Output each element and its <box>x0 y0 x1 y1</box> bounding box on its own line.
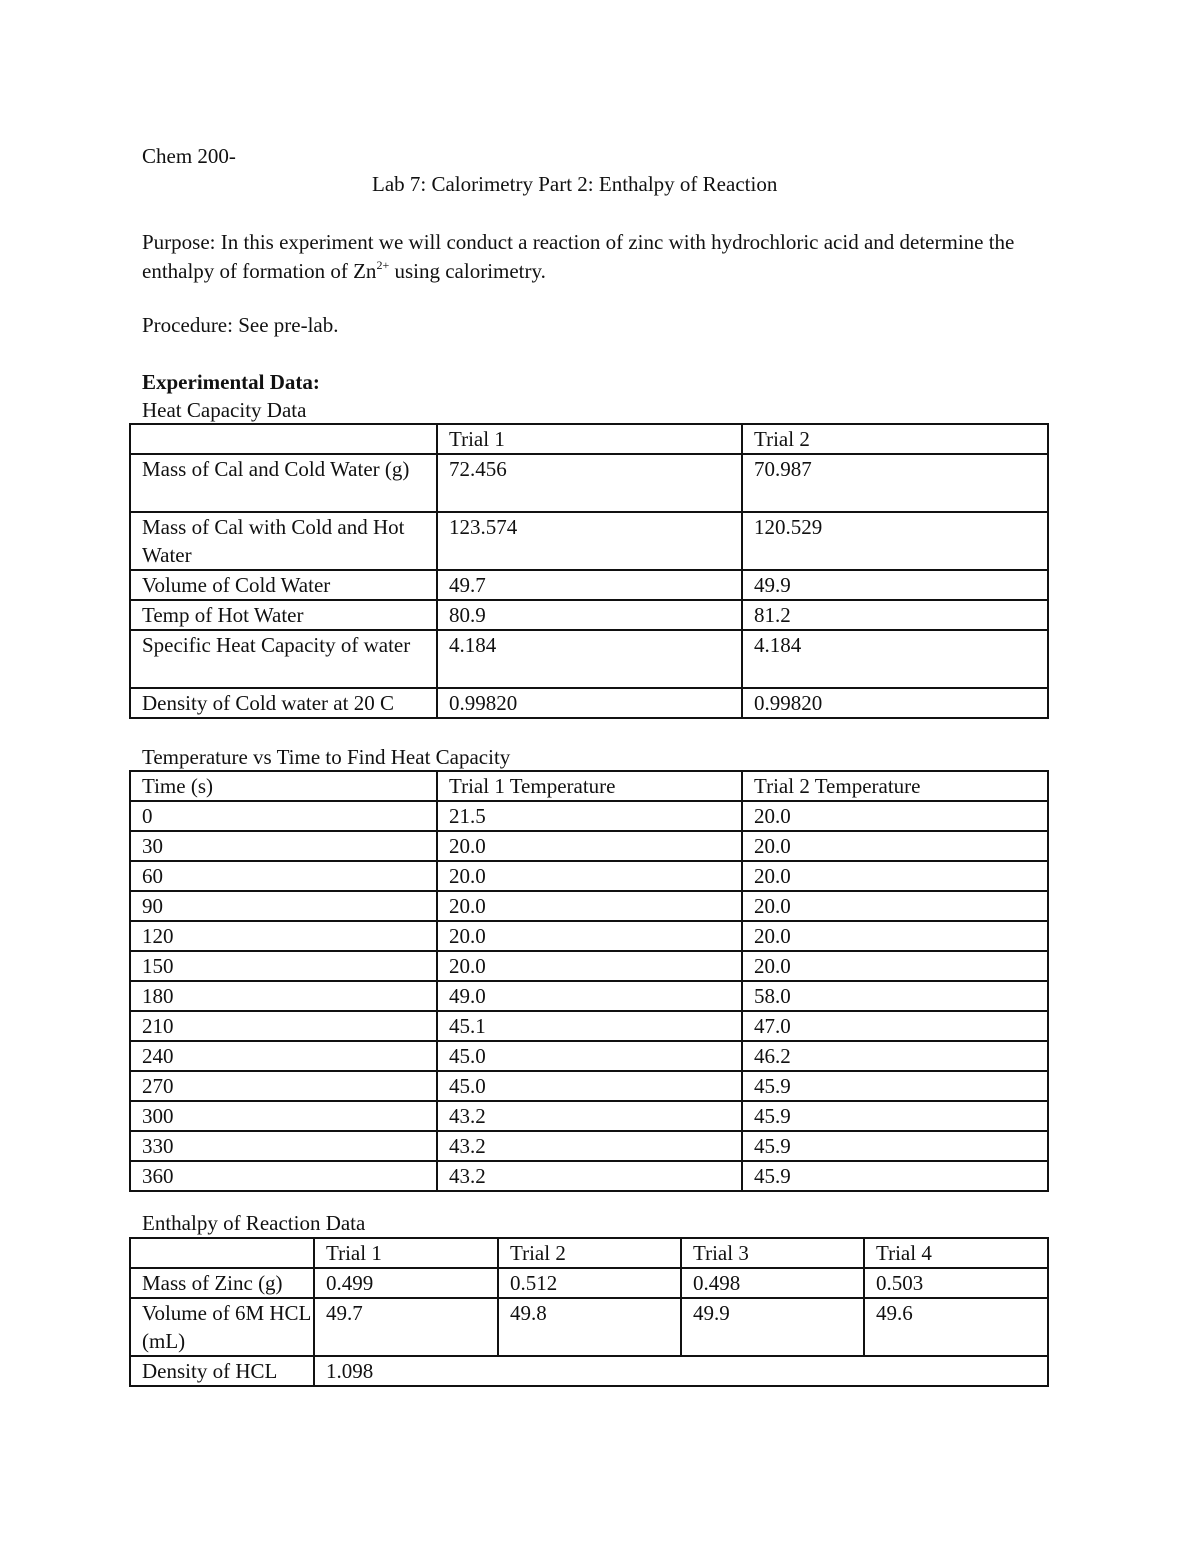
temperature-cell: 20.0 <box>742 921 1048 951</box>
table-cell: 0.498 <box>681 1268 864 1298</box>
table-row <box>130 891 1048 921</box>
table-row <box>130 1071 1048 1101</box>
purpose-text-end: using calorimetry. <box>389 259 546 283</box>
temperature-time-caption: Temperature vs Time to Find Heat Capacity <box>142 745 511 769</box>
header-cell: Trial 2 <box>742 424 1048 454</box>
time-cell: 270 <box>130 1071 437 1101</box>
temperature-cell: 20.0 <box>742 831 1048 861</box>
temperature-cell: 20.0 <box>437 861 742 891</box>
table-header-row <box>130 1238 1048 1268</box>
table-cell: 4.184 <box>437 630 742 688</box>
table-cell: 0.512 <box>498 1268 681 1298</box>
table-cell: 0.503 <box>864 1268 1048 1298</box>
temperature-cell: 46.2 <box>742 1041 1048 1071</box>
zinc-charge-superscript: 2+ <box>376 258 390 272</box>
row-label: Specific Heat Capacity of water <box>130 630 437 688</box>
table-row <box>130 1356 1048 1386</box>
table-cell: 4.184 <box>742 630 1048 688</box>
temperature-cell: 20.0 <box>437 831 742 861</box>
temperature-cell: 21.5 <box>437 801 742 831</box>
table-row <box>130 1041 1048 1071</box>
header-cell: Time (s) <box>130 771 437 801</box>
table-cell: 80.9 <box>437 600 742 630</box>
row-label: Density of HCL <box>130 1356 314 1386</box>
time-cell: 0 <box>130 801 437 831</box>
table-cell: 49.8 <box>498 1298 681 1356</box>
table-row <box>130 981 1048 1011</box>
temperature-cell: 20.0 <box>437 921 742 951</box>
experimental-data-heading: Experimental Data: <box>142 370 320 394</box>
temperature-cell: 20.0 <box>742 891 1048 921</box>
header-cell: Trial 1 <box>437 424 742 454</box>
header-cell: Trial 4 <box>864 1238 1048 1268</box>
lab-title: Lab 7: Calorimetry Part 2: Enthalpy of Reaction <box>372 172 778 196</box>
time-cell: 180 <box>130 981 437 1011</box>
table-cell: 49.9 <box>681 1298 864 1356</box>
time-cell: 120 <box>130 921 437 951</box>
header-cell: Trial 3 <box>681 1238 864 1268</box>
table-row <box>130 1131 1048 1161</box>
temperature-cell: 20.0 <box>437 891 742 921</box>
enthalpy-caption: Enthalpy of Reaction Data <box>142 1211 366 1235</box>
course-label: Chem 200- <box>142 144 236 168</box>
table-row <box>130 454 1048 512</box>
temperature-cell: 45.9 <box>742 1071 1048 1101</box>
table-cell: 49.7 <box>314 1298 498 1356</box>
time-cell: 240 <box>130 1041 437 1071</box>
header-cell: Trial 1 Temperature <box>437 771 742 801</box>
table-row <box>130 1101 1048 1131</box>
temperature-cell: 49.0 <box>437 981 742 1011</box>
temperature-cell: 20.0 <box>742 951 1048 981</box>
table-header-row <box>130 771 1048 801</box>
table-cell: 123.574 <box>437 512 742 570</box>
header-cell: Trial 2 Temperature <box>742 771 1048 801</box>
temperature-cell: 43.2 <box>437 1161 742 1191</box>
table-cell: 120.529 <box>742 512 1048 570</box>
temperature-cell: 43.2 <box>437 1101 742 1131</box>
table-row <box>130 600 1048 630</box>
table-cell: 81.2 <box>742 600 1048 630</box>
table-cell: 70.987 <box>742 454 1048 512</box>
row-label: Mass of Cal with Cold and Hot Water <box>130 512 437 570</box>
table-cell: 49.9 <box>742 570 1048 600</box>
table-cell: 49.6 <box>864 1298 1048 1356</box>
row-label: Temp of Hot Water <box>130 600 437 630</box>
table-header-row <box>130 424 1048 454</box>
temperature-cell: 45.0 <box>437 1041 742 1071</box>
temperature-cell: 58.0 <box>742 981 1048 1011</box>
row-label: Volume of 6M HCL (mL) <box>130 1298 314 1356</box>
table-cell: 72.456 <box>437 454 742 512</box>
procedure-text: Procedure: See pre-lab. <box>142 313 339 337</box>
time-cell: 210 <box>130 1011 437 1041</box>
time-cell: 150 <box>130 951 437 981</box>
table-row <box>130 512 1048 570</box>
time-cell: 330 <box>130 1131 437 1161</box>
row-label: Mass of Cal and Cold Water (g) <box>130 454 437 512</box>
table-cell: 49.7 <box>437 570 742 600</box>
temperature-cell: 45.9 <box>742 1161 1048 1191</box>
header-cell <box>130 424 437 454</box>
time-cell: 300 <box>130 1101 437 1131</box>
temperature-cell: 20.0 <box>437 951 742 981</box>
row-label: Mass of Zinc (g) <box>130 1268 314 1298</box>
table-row <box>130 570 1048 600</box>
row-label: Density of Cold water at 20 C <box>130 688 437 718</box>
temperature-cell: 43.2 <box>437 1131 742 1161</box>
temperature-cell: 45.9 <box>742 1101 1048 1131</box>
table-cell: 0.99820 <box>742 688 1048 718</box>
table-row <box>130 1268 1048 1298</box>
temperature-time-table <box>129 770 1049 1192</box>
table-row <box>130 1161 1048 1191</box>
time-cell: 30 <box>130 831 437 861</box>
density-value-cell: 1.098 <box>314 1356 1048 1386</box>
purpose-paragraph <box>142 228 1022 286</box>
table-row <box>130 921 1048 951</box>
temperature-cell: 20.0 <box>742 861 1048 891</box>
row-label: Volume of Cold Water <box>130 570 437 600</box>
table-row <box>130 801 1048 831</box>
purpose-text: Purpose: In this experiment we will conduct a reaction of zinc with hydrochloric acid and determine the enthalpy of formation of Zn <box>142 230 1015 283</box>
enthalpy-table <box>129 1237 1049 1387</box>
table-row <box>130 630 1048 688</box>
time-cell: 60 <box>130 861 437 891</box>
time-cell: 360 <box>130 1161 437 1191</box>
temperature-cell: 47.0 <box>742 1011 1048 1041</box>
table-row <box>130 1011 1048 1041</box>
table-cell: 0.99820 <box>437 688 742 718</box>
temperature-cell: 20.0 <box>742 801 1048 831</box>
table-row <box>130 861 1048 891</box>
header-cell: Trial 1 <box>314 1238 498 1268</box>
table-row <box>130 1298 1048 1356</box>
table-row <box>130 951 1048 981</box>
table-row <box>130 688 1048 718</box>
time-cell: 90 <box>130 891 437 921</box>
header-cell <box>130 1238 314 1268</box>
temperature-cell: 45.9 <box>742 1131 1048 1161</box>
table-cell: 0.499 <box>314 1268 498 1298</box>
table-row <box>130 831 1048 861</box>
temperature-cell: 45.0 <box>437 1071 742 1101</box>
temperature-cell: 45.1 <box>437 1011 742 1041</box>
heat-capacity-caption: Heat Capacity Data <box>142 398 307 422</box>
heat-capacity-table <box>129 423 1049 719</box>
header-cell: Trial 2 <box>498 1238 681 1268</box>
